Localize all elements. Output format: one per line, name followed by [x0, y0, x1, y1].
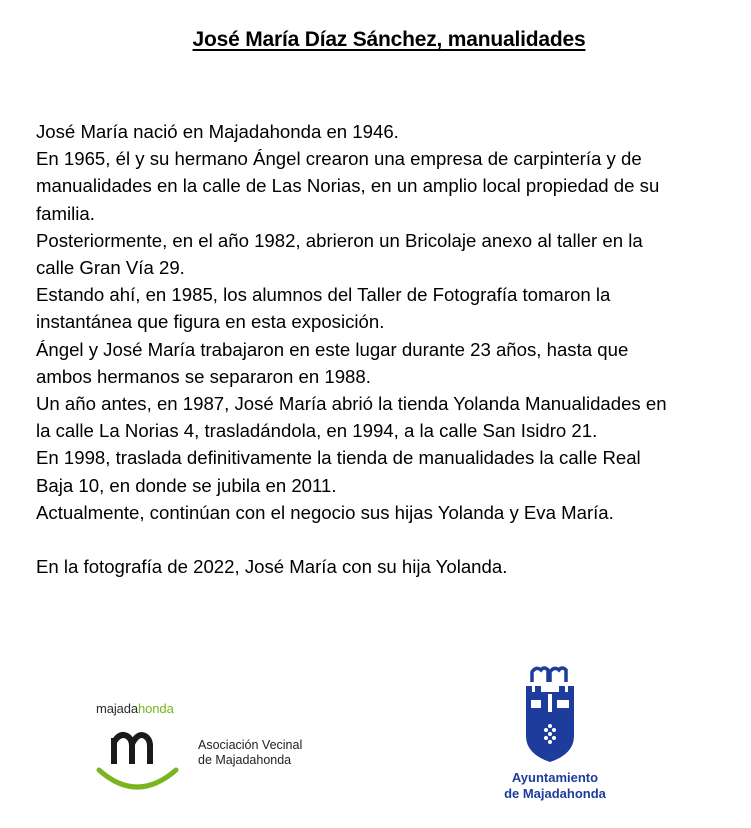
paragraph-line: familia.: [36, 202, 95, 224]
body-text: [36, 118, 736, 580]
paragraph-line: instantánea que figura en esta exposición.: [36, 311, 385, 333]
asociacion-label: Asociación Vecinal de Majadahonda: [198, 738, 303, 767]
paragraph-line: ambos hermanos se separaron en 1988.: [36, 365, 371, 387]
paragraph-gap: [36, 526, 736, 553]
ayuntamiento-label: Ayuntamiento de Majadahonda: [504, 770, 606, 801]
paragraph-line: En 1998, traslada definitivamente la tienda de manualidades la calle Real: [36, 447, 641, 469]
page-title: José María Díaz Sánchez, manualidades: [192, 28, 586, 51]
paragraph-line: Ángel y José María trabajaron en este lugar durante 23 años, hasta que: [36, 338, 629, 360]
paragraph-line: Baja 10, en donde se jubila en 2011.: [36, 474, 337, 496]
paragraph-line: calle Gran Vía 29.: [36, 257, 185, 279]
paragraph-line: la calle La Norias 4, trasladándola, en 1994, a la calle San Isidro 21.: [36, 420, 598, 442]
coat-of-arms-icon: [524, 664, 576, 764]
ayuntamiento-logo: [480, 660, 630, 810]
paragraph-line: Actualmente, continúan con el negocio sus hijas Yolanda y Eva María.: [36, 501, 614, 523]
closing-line: En la fotografía de 2022, José María con su hija Yolanda.: [36, 556, 508, 578]
asociacion-vecinal-logo: [92, 696, 312, 806]
smile-arc-icon: [94, 764, 180, 798]
paragraph-line: manualidades en la calle de Las Norias, en un amplio local propiedad de su: [36, 175, 660, 197]
paragraph-line: En 1965, él y su hermano Ángel crearon una empresa de carpintería y de: [36, 148, 642, 170]
paragraph-line: José María nació en Majadahonda en 1946.: [36, 121, 399, 142]
paragraph-line: Un año antes, en 1987, José María abrió la tienda Yolanda Manualidades en: [36, 393, 667, 415]
majadahonda-wordmark: majadahonda: [96, 701, 174, 716]
m-letter-icon: [110, 726, 160, 766]
paragraph-line: Estando ahí, en 1985, los alumnos del Taller de Fotografía tomaron la: [36, 284, 611, 306]
paragraph-line: Posteriormente, en el año 1982, abrieron un Bricolaje anexo al taller en la: [36, 229, 643, 251]
